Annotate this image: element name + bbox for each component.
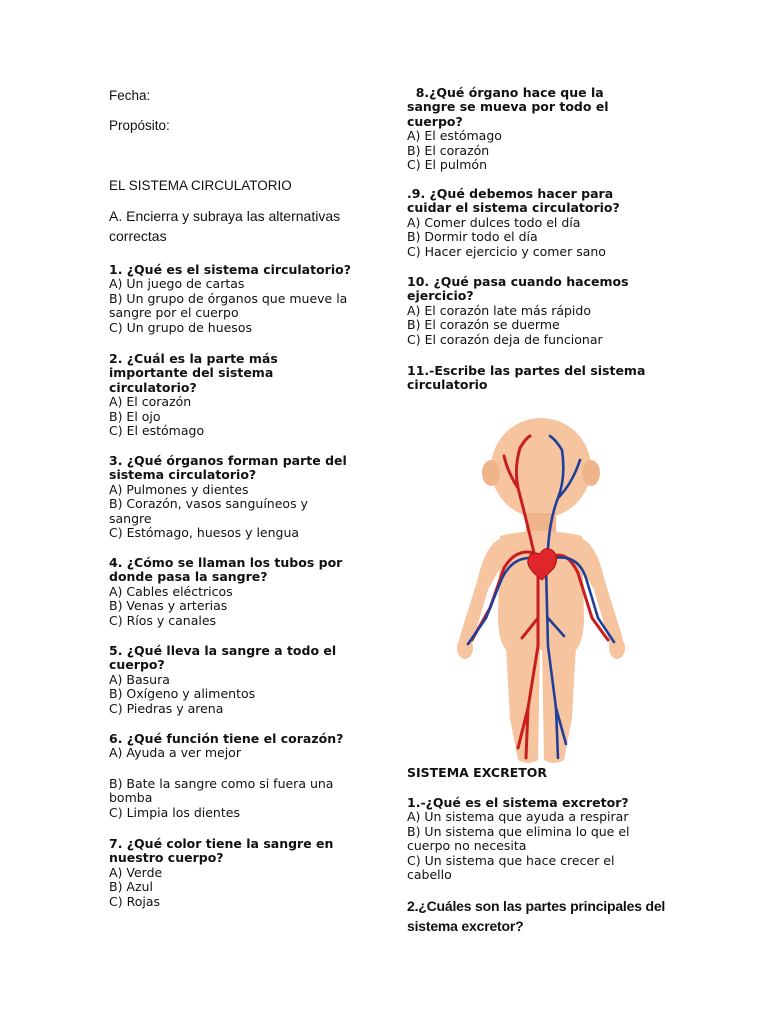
question-10	[407, 275, 629, 347]
answer-option: C) Rojas	[109, 893, 160, 909]
date-label: Fecha:	[109, 88, 151, 103]
question-5	[109, 644, 336, 716]
answer-option: A) Ayuda a ver mejor	[109, 745, 241, 761]
answer-option: A) El estómago	[407, 128, 502, 144]
answer-option: C) Un grupo de huesos	[109, 319, 252, 335]
body-silhouette	[457, 418, 625, 763]
question-text: circulatorio	[407, 377, 488, 393]
question-text: circulatorio?	[109, 379, 197, 395]
answer-option: A) Basura	[109, 671, 170, 687]
instruction-line-2: correctas	[109, 228, 167, 244]
excretor-heading: SISTEMA EXCRETOR	[407, 765, 548, 780]
answer-option: A) El corazón late más rápido	[407, 302, 591, 318]
question-text: 7. ¿Qué color tiene la sangre en	[109, 836, 334, 851]
answer-option: A) Un juego de cartas	[109, 276, 245, 292]
answer-option: C) Hacer ejercicio y comer sano	[407, 243, 606, 259]
answer-option: A) Comer dulces todo el día	[407, 214, 581, 230]
answer-option: C) El pulmón	[407, 157, 487, 173]
answer-option: C) El corazón deja de funcionar	[407, 331, 603, 347]
purpose-label: Propósito:	[109, 118, 170, 133]
answer-option: A) Verde	[109, 864, 163, 880]
answer-option: sangre por el cuerpo	[109, 305, 239, 321]
question-text: cuerpo?	[407, 113, 463, 129]
answer-option: B) El ojo	[109, 408, 161, 424]
question-text: .9. ¿Qué debemos hacer para	[407, 186, 614, 201]
question-text: cuidar el sistema circulatorio?	[407, 200, 620, 216]
question-7	[109, 837, 333, 909]
answer-option: bomba	[109, 790, 153, 806]
answer-option: B) Bate la sangre como si fuera una	[109, 775, 334, 791]
question-text: sangre se mueva por todo el	[407, 99, 609, 115]
answer-option: B) Azul	[109, 879, 153, 895]
question-text: ejercicio?	[407, 288, 474, 304]
answer-option: C) El estómago	[109, 423, 205, 439]
answer-option: C) Piedras y arena	[109, 700, 224, 716]
excretor-question-2-line-1: 2.¿Cuáles son las partes principales del	[407, 898, 666, 914]
question-text: importante del sistema	[109, 365, 274, 381]
answer-option: C) Limpia los dientes	[109, 804, 240, 820]
answer-option: sangre	[109, 510, 152, 526]
worksheet-title: EL SISTEMA CIRCULATORIO	[109, 178, 292, 193]
answer-option: B) Oxígeno y alimentos	[109, 686, 256, 702]
question-2	[109, 352, 278, 438]
answer-option: B) Venas y arterias	[109, 598, 228, 614]
answer-option: A) Un sistema que ayuda a respirar	[407, 809, 629, 825]
answer-option: B) El corazón	[407, 142, 490, 158]
question-4	[109, 556, 342, 628]
question-text: 2. ¿Cuál es la parte más	[109, 351, 278, 366]
question-6	[109, 732, 343, 820]
excretor-question-2-line-2: sistema excretor?	[407, 918, 524, 934]
answer-option: B) El corazón se duerme	[407, 317, 560, 333]
question-text: 1. ¿Qué es el sistema circulatorio?	[109, 262, 351, 277]
question-1	[109, 263, 351, 335]
question-text: 10. ¿Qué pasa cuando hacemos	[407, 274, 629, 289]
question-text: cuerpo?	[109, 657, 165, 673]
answer-option: A) El corazón	[109, 394, 192, 410]
question-text: 3. ¿Qué órganos forman parte del	[109, 453, 347, 468]
question-text: 11.-Escribe las partes del sistema	[407, 363, 646, 378]
blank-line	[109, 761, 343, 777]
answer-option: B) Un grupo de órganos que mueve la	[109, 290, 348, 306]
excretor-question-1	[407, 796, 630, 882]
answer-option: C) Estómago, huesos y lengua	[109, 525, 300, 541]
question-8	[407, 86, 609, 172]
answer-option: B) Un sistema que elimina lo que el	[407, 823, 630, 839]
answer-option: cuerpo no necesita	[407, 838, 527, 854]
answer-option: B) Corazón, vasos sanguíneos y	[109, 496, 308, 512]
question-text: 8.¿Qué órgano hace que la	[407, 85, 604, 100]
question-text: donde pasa la sangre?	[109, 569, 268, 585]
question-text: 1.-¿Qué es el sistema excretor?	[407, 795, 629, 810]
question-11	[407, 364, 645, 393]
circulatory-system-illustration	[438, 418, 648, 768]
answer-option: A) Cables eléctricos	[109, 583, 233, 599]
answer-option: cabello	[407, 867, 452, 883]
instruction-line-1: A. Encierra y subraya las alternativas	[109, 208, 341, 224]
answer-option: C) Un sistema que hace crecer el	[407, 852, 615, 868]
question-text: 5. ¿Qué lleva la sangre a todo el	[109, 643, 337, 658]
question-9	[407, 187, 620, 259]
question-text: nuestro cuerpo?	[109, 850, 224, 866]
question-text: 4. ¿Cómo se llaman los tubos por	[109, 555, 343, 570]
answer-option: C) Ríos y canales	[109, 612, 217, 628]
answer-option: B) Dormir todo el día	[407, 229, 538, 245]
answer-option: A) Pulmones y dientes	[109, 481, 249, 497]
question-3	[109, 454, 347, 540]
question-text: 6. ¿Qué función tiene el corazón?	[109, 731, 344, 746]
question-text: sistema circulatorio?	[109, 467, 257, 483]
